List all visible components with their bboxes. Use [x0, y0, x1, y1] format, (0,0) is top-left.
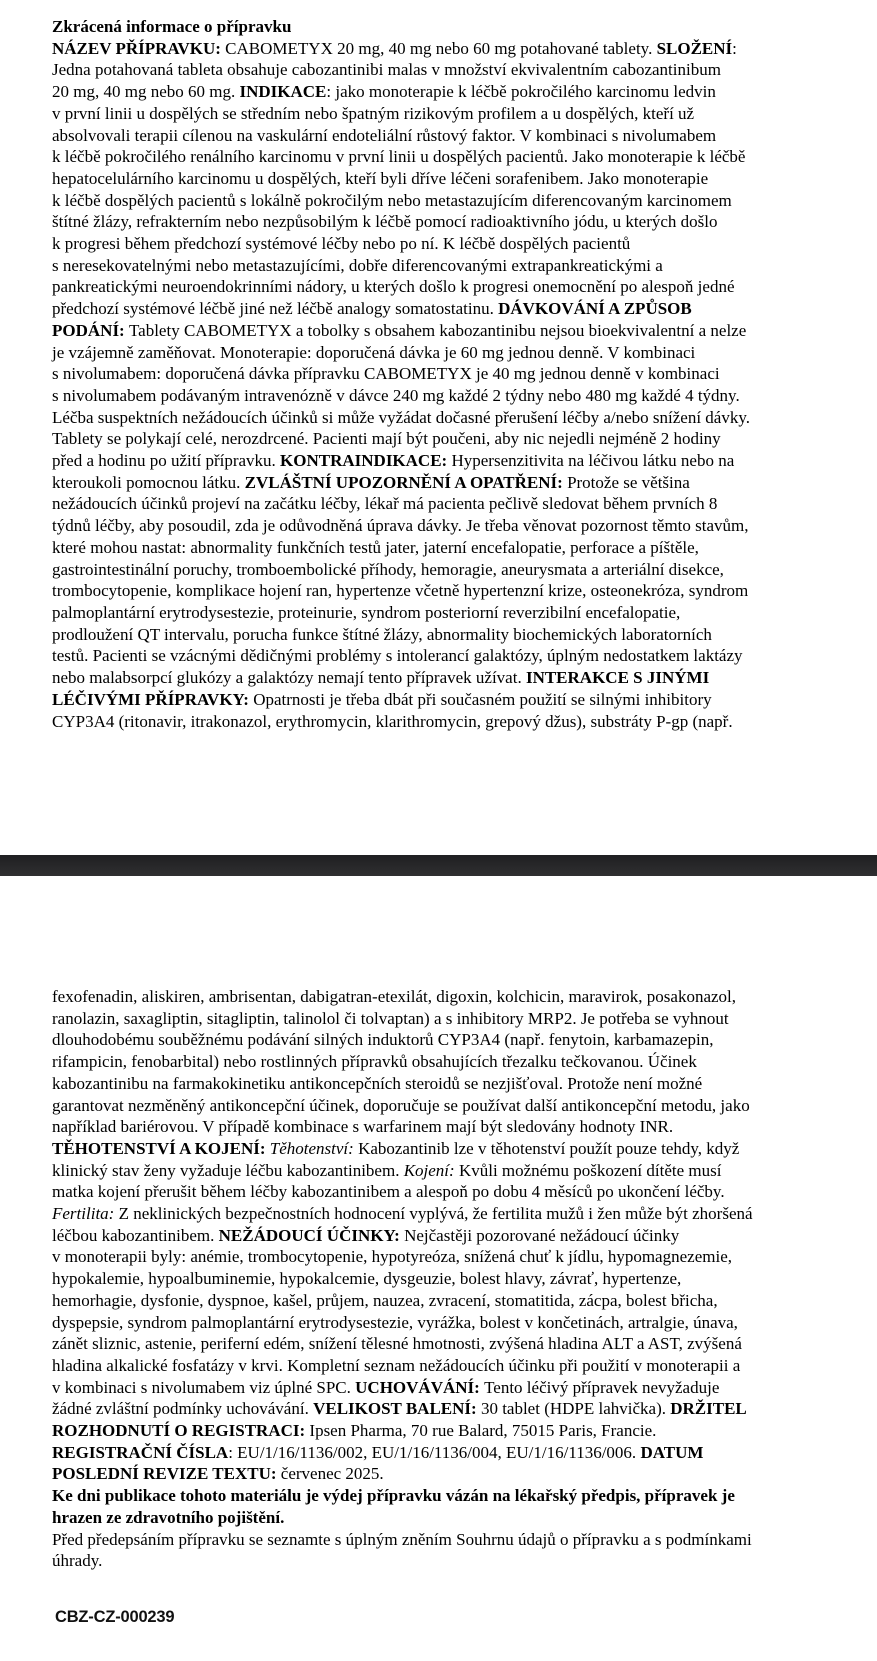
text-line: ROZHODNUTÍ O REGISTRACI: Ipsen Pharma, 70 rue Balard, 75015 Paris, Francie. [52, 1421, 657, 1441]
text-line: k progresi během předchozí systémové léčby nebo po ní. K léčbě dospělých pacientů [52, 234, 631, 254]
text-line: hemorhagie, dysfonie, dyspnoe, kašel, průjem, nauzea, zvracení, stomatitida, zácpa, bolest břicha, [52, 1290, 718, 1310]
text-line: úhrady. [52, 1551, 103, 1571]
text-line: NÁZEV PŘÍPRAVKU: CABOMETYX 20 mg, 40 mg nebo 60 mg potahované tablety. SLOŽENÍ: [52, 38, 737, 58]
text-line: PODÁNÍ: Tablety CABOMETYX a tobolky s obsahem kabozantinibu nejsou bioekvivalentní a nelze [52, 320, 747, 340]
text-line: testů. Pacienti se vzácnými dědičnými problémy s intolerancí galaktózy, úplným nedostatkem laktázy [52, 646, 743, 666]
text-line: POSLEDNÍ REVIZE TEXTU: červenec 2025. [52, 1464, 384, 1484]
text-line: rifampicin, fenobarbital) nebo rostlinných přípravků obsahujících třezalku tečkovanou. Účinek [52, 1052, 697, 1072]
text-line: k léčbě dospělých pacientů s lokálně pokročilým nebo metastazujícím diferencovaným karcinomem [52, 190, 732, 210]
text-line: zánět sliznic, astenie, periferní edém, snížení tělesné hmotnosti, zvýšená hladina ALT a AST, zvýšená [52, 1334, 742, 1354]
text-line: Před předepsáním přípravku se seznamte s úplným zněním Souhrnu údajů o přípravku a s podmínkami [52, 1529, 752, 1549]
text-line: například bariérovou. V případě kombinace s warfarinem mají být sledovány hodnoty INR. [52, 1117, 674, 1137]
text-line: gastrointestinální poruchy, tromboembolické příhody, hemoragie, aneurysmata a arteriální disekce, [52, 559, 724, 579]
text-line: Tablety se polykají celé, nerozdrcené. Pacienti mají být poučeni, aby nic nejedli nejméně 2 hodiny [52, 429, 721, 449]
text-line: palmoplantární erytrodysestezie, proteinurie, syndrom posteriorní reverzibilní encefalopatie, [52, 602, 681, 622]
text-line: které mohou nastat: abnormality funkčních testů jater, jaterní encefalopatie, perforace a píštěle, [52, 537, 699, 557]
text-line: k léčbě pokročilého renálního karcinomu v první linii u dospělých pacientů. Jako monoterapie k léčbě [52, 147, 746, 167]
material-reference-code: CBZ-CZ-000239 [55, 1608, 175, 1626]
text-line: absolvovali terapii cílenou na vaskulární endoteliální růstový faktor. V kombinaci s nivolumabem [52, 125, 717, 145]
product-information-continuation-block [52, 986, 852, 1572]
text-line: Ke dni publikace tohoto materiálu je výdej přípravku vázán na lékařský předpis, přípravek je [52, 1486, 735, 1506]
text-line: prodloužení QT intervalu, porucha funkce štítné žlázy, abnormality biochemických laboratorních [52, 624, 712, 644]
text-line: nebo malabsorpcí glukózy a galaktózy nemají tento přípravek užívat. INTERAKCE S JINÝMI [52, 668, 710, 688]
text-line: hladina alkalické fosfatázy v krvi. Kompletní seznam nežádoucích účinku při použití v monoterapii a [52, 1355, 741, 1375]
text-line: předchozí systémové léčbě jiné než léčbě analogy somatostatinu. DÁVKOVÁNÍ A ZPŮSOB [52, 299, 692, 319]
text-line: Fertilita: Z neklinických bezpečnostních hodnocení vyplývá, že fertilita mužů i žen může být zhoršená [52, 1204, 753, 1224]
text-line: 20 mg, 40 mg nebo 60 mg. INDIKACE: jako monoterapie k léčbě pokročilého karcinomu ledvin [52, 82, 716, 102]
text-line: Léčba suspektních nežádoucích účinků si může vyžádat dočasné přerušení léčby a/nebo snížení dávky. [52, 407, 750, 427]
text-line: je vzájemně zaměňovat. Monoterapie: doporučená dávka je 60 mg jednou denně. V kombinaci [52, 342, 696, 362]
text-line: trombocytopenie, komplikace hojení ran, hypertenze včetně hypertenzní krize, osteonekróza, syndrom [52, 581, 749, 601]
text-line: dyspepsie, syndrom palmoplantární erytrodysestezie, vyrážka, bolest v končetinách, artralgie, únava, [52, 1312, 738, 1332]
text-line: ranolazin, saxagliptin, sitagliptin, talinolol či tolvaptan) a s inhibitory MRP2. Je potřeba se vyhnout [52, 1008, 729, 1028]
text-line: v kombinaci s nivolumabem viz úplné SPC. UCHOVÁVÁNÍ: Tento léčivý přípravek nevyžaduje [52, 1377, 720, 1397]
text-line: fexofenadin, aliskiren, ambrisentan, dabigatran-etexilát, digoxin, kolchicin, maravirok, posakonazol, [52, 987, 737, 1006]
text-line: REGISTRAČNÍ ČÍSLA: EU/1/16/1136/002, EU/1/16/1136/004, EU/1/16/1136/006. DATUM [52, 1442, 704, 1462]
text-line: hypokalemie, hypoalbuminemie, hypokalcemie, dysgeuzie, bolest hlavy, závrať, hypertenze, [52, 1269, 682, 1289]
abbreviated-product-information-block [52, 16, 852, 732]
text-line: štítné žlázy, refrakterním nebo nezpůsobilým k léčbě pomocí radioaktivního jódu, u kterých došlo [52, 212, 718, 232]
text-line: hepatocelulárního karcinomu u dospělých, kteří byli dříve léčeni sorafenibem. Jako monoterapie [52, 168, 709, 188]
text-line: Jedna potahovaná tableta obsahuje cabozantinibi malas v množství ekvivalentním cabozantinibum [52, 60, 721, 80]
text-line: Zkrácená informace o přípravku [52, 17, 292, 36]
text-line: pankreatickými neuroendokrinními nádory, u kterých došlo k progresi onemocnění po alespoň jedné [52, 277, 735, 297]
text-line: matka kojení přerušit během léčby kabozantinibem a alespoň po dobu 4 měsíců po ukončení léčby. [52, 1182, 725, 1202]
text-line: nežádoucích účinků projeví na začátku léčby, lékař má pacienta pečlivě sledovat během prvních 8 [52, 494, 718, 514]
text-line: léčbou kabozantinibem. NEŽÁDOUCÍ ÚČINKY: Nejčastěji pozorované nežádoucí účinky [52, 1225, 680, 1245]
text-line: před a hodinu po užití přípravku. KONTRAINDIKACE: Hypersenzitivita na léčivou látku nebo na [52, 451, 735, 471]
text-line: dlouhodobému souběžnému podávání silných induktorů CYP3A4 (např. fenytoin, karbamazepin, [52, 1030, 714, 1050]
text-line: kteroukoli pomocnou látku. ZVLÁŠTNÍ UPOZORNĚNÍ A OPATŘENÍ: Protože se většina [52, 472, 690, 492]
text-line: LÉČIVÝMI PŘÍPRAVKY: Opatrnosti je třeba dbát při současném použití se silnými inhibitory [52, 689, 712, 709]
text-line: v monoterapii byly: anémie, trombocytopenie, hypotyreóza, snížená chuť k jídlu, hypomagnezemie, [52, 1247, 732, 1267]
text-line: garantovat nezměněný antikoncepční účinek, doporučuje se používat další antikoncepční metodu, jako [52, 1095, 750, 1115]
text-line: kabozantinibu na farmakokinetiku antikoncepčních steroidů se nezjišťoval. Protože není možné [52, 1073, 703, 1093]
text-line: žádné zvláštní podmínky uchovávání. VELIKOST BALENÍ: 30 tablet (HDPE lahvička). DRŽITEL [52, 1399, 747, 1419]
text-line: týdnů léčby, aby posoudil, zda je odůvodněná úprava dávky. Je třeba věnovat pozornost těmto stavům, [52, 516, 749, 536]
text-line: s nivolumabem podávaným intravenózně v dávce 240 mg každé 2 týdny nebo 480 mg každé 4 týdny. [52, 385, 740, 405]
text-line: klinický stav ženy vyžaduje léčbu kabozantinibem. Kojení: Kvůli možnému poškození dítěte musí [52, 1160, 722, 1180]
text-line: s neresekovatelnými nebo metastazujícími, dobře diferencovanými extrapankreatickými a [52, 255, 663, 275]
text-line: hrazen ze zdravotního pojištění. [52, 1507, 285, 1527]
text-line: TĚHOTENSTVÍ A KOJENÍ: Těhotenství: Kabozantinib lze v těhotenství použít pouze tehdy, když [52, 1138, 740, 1158]
section-divider-bar [0, 855, 877, 876]
text-line: v první linii u dospělých se středním nebo špatným rizikovým profilem a u dospělých, kteří už [52, 103, 695, 123]
text-line: CYP3A4 (ritonavir, itrakonazol, erythromycin, klarithromycin, grepový džus), substráty P-gp (např. [52, 711, 733, 731]
text-line: s nivolumabem: doporučená dávka přípravku CABOMETYX je 40 mg jednou denně v kombinaci [52, 364, 720, 384]
